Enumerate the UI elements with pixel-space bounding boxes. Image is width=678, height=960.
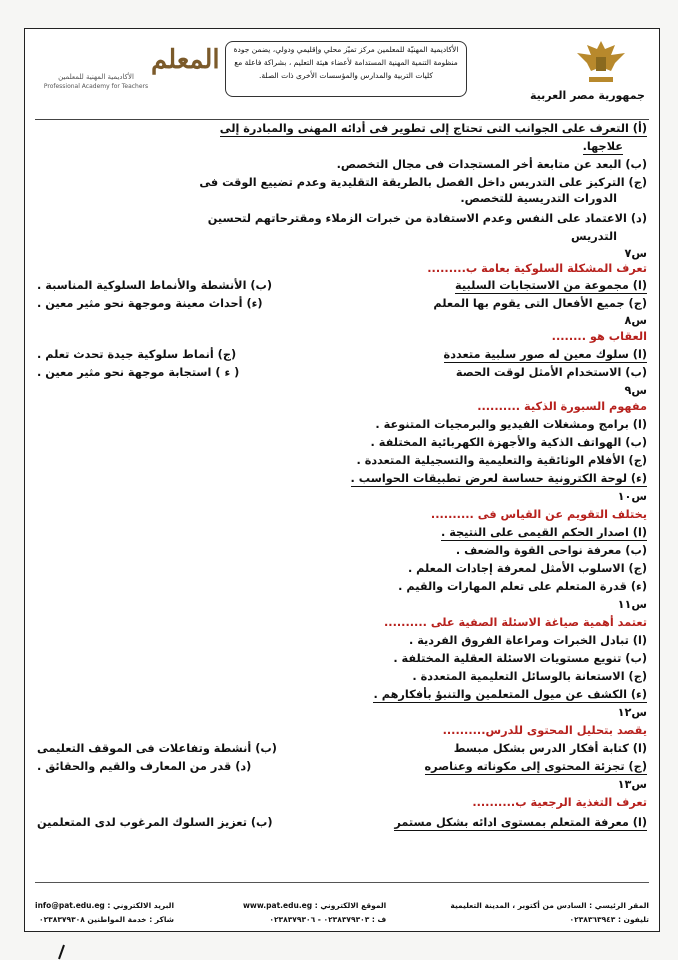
q8-number: س٨ [624,314,647,327]
q11-option-a: (ا) تبادل الخبرات ومراعاة الفروق الفردية . [408,634,647,647]
q8-row2 [37,365,647,381]
q7-number: س٧ [624,247,647,260]
q13-row1 [37,815,647,831]
footer-hq: المقر الرئيسي : السادس من أكتوبر ، المدينة التعليمية [450,901,649,910]
eagle-emblem-icon [571,37,631,89]
q10-stem: يختلف التقويم عن القياس فى .......... [430,508,647,521]
q7-option-a: (ا) مجموعة من الاستجابات السلبية [455,279,647,292]
footer-contact [35,899,174,927]
logo-arabic-mark: المعلم [151,45,220,75]
q12-row1 [37,741,647,757]
document-page [24,28,660,932]
q6-option-c-line2: الدورات التدريسية للتخصص. [460,192,617,205]
footer-divider [35,882,649,883]
q8-option-b: (ج) أنماط سلوكية جيدة تحدث تعلم . [37,348,237,361]
q13-option-a: (ا) معرفة المتعلم بمستوى ادائه بشكل مستمر [394,816,647,829]
q12-number: س١٢ [617,706,647,719]
q9-option-d: (ء) لوحة الكترونية حساسة لعرض تطبيقات الحواسب . [350,472,647,485]
q8-stem: العقاب هو ........ [551,330,647,343]
q11-stem: تعتمد أهمية صياغة الاسئلة الصفية على .......... [384,616,647,629]
footer-web [243,899,386,927]
q11-option-c: (ج) الاستعانة بالوسائل التعليمية المتعددة . [412,670,647,683]
q10-option-d: (ء) قدرة المتعلم على تعلم المهارات والقيم . [398,580,647,593]
header-divider [35,119,649,120]
country-name: جمهورية مصر العربية [530,89,645,102]
q12-option-a: (ا) كتابة أفكار الدرس بشكل مبسط [453,742,647,755]
q10-option-a: (ا) اصدار الحكم القيمى على النتيجة . [440,526,647,539]
q13-number: س١٣ [617,778,647,791]
q12-option-c: (ج) تجزئة المحتوى إلى مكوناته وعناصره [424,760,647,773]
q10-number: س١٠ [617,490,647,503]
q11-option-d: (ء) الكشف عن ميول المتعلمين والتنبؤ بأفكارهم . [373,688,647,701]
q9-option-c: (ج) الأفلام الوثائقية والتعليمية والتسجيلية المتعددة . [356,454,647,467]
q7-option-c: (ج) جميع الأفعال التى يقوم بها المعلم [433,297,647,310]
q8-option-c: (ب) الاستخدام الأمثل لوقت الحصة [455,366,647,379]
q12-option-b: (ب) أنشطة وتفاعلات فى الموقف التعليمى [37,742,277,755]
q12-row2 [37,759,647,775]
footer-fax: ف : ٠٢٣٨٣٧٩٣٠٣ - ٠٢٣٨٣٧٩٣٠٦ [269,915,387,924]
q10-option-b: (ب) معرفة نواحى القوة والضعف . [455,544,647,557]
footer-hotline: شاكر : خدمة المواطنين ٠٢٣٨٣٧٩٣٠٨ [39,915,175,924]
q6-option-b: (ب) البعد عن متابعة أخر المستجدات فى مجال التخصص. [336,158,647,171]
q8-option-a: (ا) سلوك معين له صور سلبية متعددة [443,348,647,361]
q6-option-d-line1: (د) الاعتماد على النفس وعدم الاستفادة من خبرات الزملاء ومقترحاتهم لتحسين [207,212,647,225]
q8-option-d: ( ء ) استجابة موجهة نحو مثير معين . [37,366,240,379]
q6-option-c-line1: (ج) التركيز على التدريس داخل الفصل بالطريقة التقليدية وعدم تضييع الوقت فى [199,176,647,189]
letterhead [25,29,659,115]
q7-row1 [37,278,647,294]
q7-stem: تعرف المشكلة السلوكية بعامة ب......... [427,262,647,275]
logo-text-arabic: الأكاديمية المهنية للمعلمين [58,73,134,81]
q9-option-a: (ا) برامج ومشغلات الفيديو والبرمجيات المتنوعة . [375,418,647,431]
footer-email[interactable]: البريد الالكتروني : info@pat.edu.eg [35,901,175,910]
q7-row2 [37,296,647,312]
q6-option-a-line1: (أ) التعرف على الجوانب التى تحتاج إلى تطوير فى أدائه المهنى والمبادرة إلى [219,122,647,135]
q12-option-d: (د) قدر من المعارف والقيم والحقائق . [37,760,252,773]
q9-number: س٩ [624,384,647,397]
academy-logo [41,45,220,91]
q13-stem: تعرف التغذية الرجعية ب.......... [472,796,647,809]
q9-option-b: (ب) الهواتف الذكية والأجهزة الكهربائية المختلفة . [370,436,647,449]
q6-option-d-line2: التدريس [571,230,617,243]
q9-stem: مفهوم السبورة الذكية .......... [477,400,647,413]
footer-address [450,899,649,927]
q10-option-c: (ج) الاسلوب الأمثل لمعرفة إجادات المعلم . [407,562,647,575]
q7-option-b: (ب) الأنشطة والأنماط السلوكية المناسبة . [37,279,273,292]
logo-text-english: Professional Academy for Teachers [43,83,149,90]
footer-phone: تليفون : ٠٢٣٨٣٦٣٩٤٣ [569,915,649,924]
pen-mark-icon [56,944,66,960]
footer [25,893,659,929]
q11-number: س١١ [617,598,647,611]
footer-website[interactable]: الموقع الالكتروني : www.pat.edu.eg [243,901,387,910]
q7-option-d: (ء) أحداث معينة وموجهة نحو مثير معين . [37,297,263,310]
q13-option-b: (ب) تعزيز السلوك المرغوب لدى المتعلمين [37,816,273,829]
q12-stem: يقصد بتحليل المحتوى للدرس.......... [442,724,647,737]
q11-option-b: (ب) تنويع مستويات الاسئلة العقلية المختلفة . [393,652,647,665]
q8-row1 [37,347,647,363]
mission-statement-box: الأكاديمية المهنيّة للمعلمين مركز تميّز محلي وإقليمي ودولي، يضمن جودة منظومة التنمية المهنية المستدامة لأعضاء هيئة التعليم ، بشراكة فاعلة مع كليات التربية والمدارس والمؤسسات الأخرى ذات الصلة. [225,41,467,97]
q6-option-a-line2: علاجها. [582,140,623,153]
